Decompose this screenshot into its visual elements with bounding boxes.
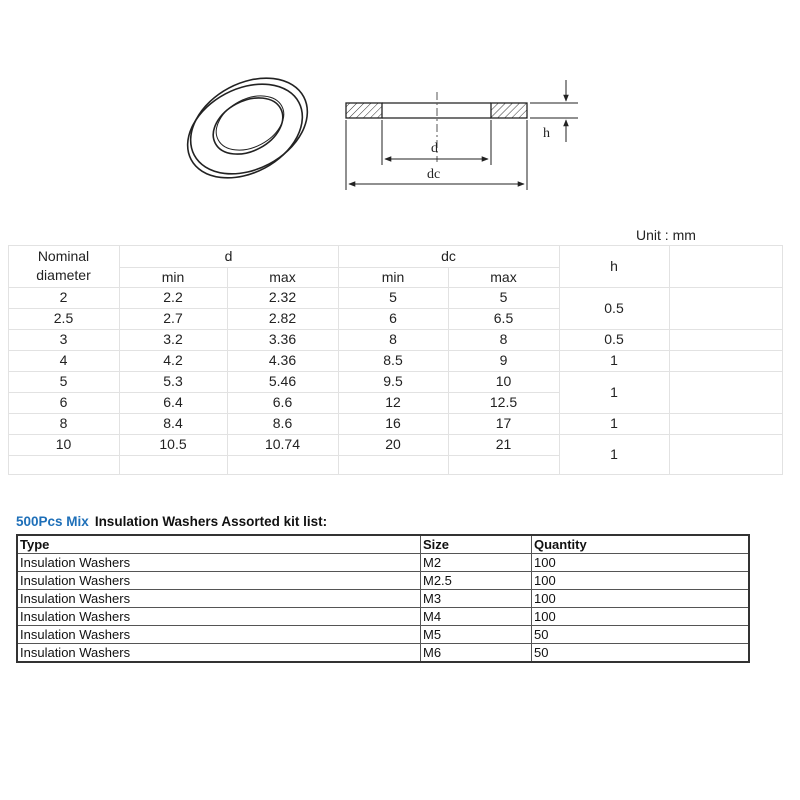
dim-label-dc: dc [427, 167, 441, 182]
dim-label-h: h [543, 126, 550, 141]
cell-d-min: 8.4 [163, 415, 183, 431]
header-dc-min: min [381, 268, 405, 285]
cell-dc-min: 5 [389, 289, 397, 305]
cell-dc-max: 10 [495, 373, 512, 389]
cell-h: 1 [610, 445, 618, 462]
cell-d-max: 4.36 [268, 352, 297, 368]
cell-d-max: 10.74 [264, 436, 301, 452]
kit-cell-size: M3 [421, 590, 532, 608]
header-dc-max: max [490, 268, 517, 285]
kit-cell-size: M5 [421, 626, 532, 644]
table-row [17, 554, 749, 572]
table-row [17, 644, 749, 663]
header-d-min: min [161, 268, 185, 285]
kit-cell-type: Insulation Washers [17, 608, 421, 626]
cell-dc-max: 6.5 [493, 310, 514, 326]
cell-dc-max: 12.5 [489, 394, 518, 410]
cell-h: 0.5 [604, 299, 624, 316]
cell-nominal: 4 [59, 352, 68, 368]
cell-dc-min: 6 [389, 310, 397, 326]
kit-header-type: Type [17, 535, 421, 554]
cell-dc-min: 8 [389, 331, 397, 347]
cell-dc-max: 8 [499, 331, 508, 347]
kit-header-size: Size [421, 535, 532, 554]
cell-dc-min: 16 [385, 415, 401, 431]
kit-cell-quantity: 50 [532, 644, 750, 663]
table-row [17, 572, 749, 590]
cell-dc-max: 9 [499, 352, 508, 368]
header-nominal-line2: diameter [36, 267, 91, 283]
cell-d-max: 2.32 [268, 289, 297, 305]
cell-h: 0.5 [604, 331, 624, 347]
spec-table [8, 245, 783, 475]
header-h: h [610, 257, 618, 274]
kit-cell-type: Insulation Washers [17, 572, 421, 590]
cell-d-min: 4.2 [163, 352, 183, 368]
cell-nominal: 10 [55, 436, 72, 452]
kit-table [16, 534, 750, 663]
washer-3d-view [171, 59, 324, 197]
cell-dc-min: 9.5 [383, 373, 403, 389]
header-nominal-line1: Nominal [37, 248, 90, 264]
cell-nominal: 2.5 [53, 310, 74, 326]
cell-nominal: 6 [59, 394, 68, 410]
cell-d-min: 2.7 [163, 310, 183, 326]
kit-cell-quantity: 100 [532, 590, 750, 608]
kit-cell-type: Insulation Washers [17, 590, 421, 608]
kit-heading [16, 514, 327, 529]
cell-d-max: 5.46 [268, 373, 297, 389]
cell-d-min: 2.2 [163, 289, 183, 305]
cell-d-max: 3.36 [268, 331, 297, 347]
cell-nominal: 5 [59, 373, 68, 389]
table-row [17, 590, 749, 608]
kit-cell-size: M2.5 [421, 572, 532, 590]
header-dc: dc [441, 247, 456, 264]
cell-dc-max: 5 [499, 289, 508, 305]
cell-h: 1 [610, 352, 618, 368]
cell-d-min: 5.3 [163, 373, 183, 389]
cell-d-max: 6.6 [272, 394, 293, 410]
table-row [17, 608, 749, 626]
kit-header-row [17, 535, 749, 554]
cell-dc-min: 8.5 [383, 352, 403, 368]
cell-dc-min: 20 [385, 436, 401, 452]
kit-header-quantity: Quantity [532, 535, 750, 554]
washer-technical-drawing [0, 0, 800, 205]
cell-d-min: 10.5 [159, 436, 187, 452]
cell-nominal: 8 [59, 415, 68, 431]
kit-cell-size: M2 [421, 554, 532, 572]
kit-cell-size: M6 [421, 644, 532, 663]
kit-cell-quantity: 100 [532, 608, 750, 626]
header-nominal-diameter [8, 245, 119, 287]
cell-h: 1 [610, 415, 618, 431]
unit-label: Unit : mm [636, 227, 696, 243]
cell-d-max: 8.6 [272, 415, 293, 431]
kit-cell-quantity: 100 [532, 554, 750, 572]
kit-cell-quantity: 50 [532, 626, 750, 644]
cell-nominal: 3 [59, 331, 68, 347]
cell-dc-max: 17 [495, 415, 512, 431]
cell-nominal: 2 [59, 289, 68, 305]
kit-cell-quantity: 100 [532, 572, 750, 590]
table-row [17, 626, 749, 644]
cell-dc-max: 21 [495, 436, 512, 452]
header-d: d [224, 247, 233, 264]
cell-d-min: 6.4 [163, 394, 183, 410]
kit-cell-type: Insulation Washers [17, 554, 421, 572]
cell-dc-min: 12 [385, 394, 401, 410]
kit-cell-type: Insulation Washers [17, 626, 421, 644]
kit-heading-text: Insulation Washers Assorted kit list: [94, 514, 328, 529]
kit-heading-highlight: 500Pcs Mix [16, 514, 89, 529]
kit-cell-type: Insulation Washers [17, 644, 421, 663]
cell-d-max: 2.82 [268, 310, 297, 326]
kit-cell-size: M4 [421, 608, 532, 626]
cell-h: 1 [610, 383, 618, 400]
cell-d-min: 3.2 [163, 331, 183, 347]
header-d-max: max [269, 268, 296, 285]
dim-label-d: d [431, 141, 438, 156]
